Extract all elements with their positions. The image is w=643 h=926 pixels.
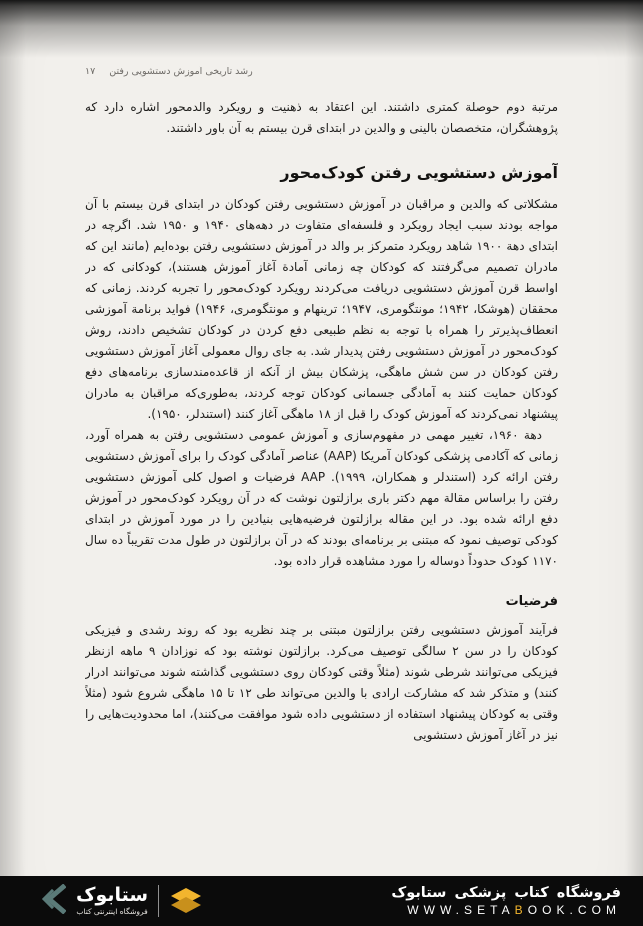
subsection-heading: فرضیات [505, 594, 558, 609]
logo-divider [158, 885, 159, 917]
body-paragraph-1: مشکلاتی که والدین و مراقبان در آموزش دستشویی رفتن کودکان در ابتدای قرن بیستم با آن مواجه بودند سبب ایجاد رویکرد و فلسفه‌ای متفاوت در دهه‌های ۱۹۴۰ و ۱۹۵۰ شد. اگرچه در ابتدای دهة ۱۹۰۰ شاهد رویکرد متمرکز بر والد در آموزش دستشویی رفتن بوده‌ایم (مانند این که مادران تصمیم می‌گرفتند که کودکان چه زمانی آمادة آغاز آموزش هستند)، کودکانی که در اواسط قرن آموزش دستشویی دریافت می‌کردند رویکرد کودک‌محور را تجربه کردند. زمانی که محققان (هوشکا، ۱۹۴۲؛ مونتگومری، ۱۹۴۷؛ ترینهام و مونتگومری، ۱۹۴۶) فواید برنامة آموزشی انعطاف‌پذیرتر را همراه با توجه به نظم طبیعی دفع کردن در کودکان تشخیص دادند، روش کودک‌محور در آموزش دستشویی رفتن پدیدار شد. به جای روال معمولی آغاز آموزش دستشویی رفتن کودکان در سن شش ماهگی، پزشکان بیش از آنکه از قاعده‌مندسازی برنامه‌های دفع کودکان حمایت کنند به آمادگی جسمانی کودکان توجه کردند، به‌طوری‌که مراقبان به مادران پیشنهاد نمی‌کردند که آموزش کودک را قبل از ۱۸ ماهگی آغاز کنند (استندلر، ۱۹۵۰). [85, 197, 558, 421]
logo-title: ستابوک [76, 884, 149, 906]
intro-paragraph: مرتبة دوم حوصلة کمتری داشتند. این اعتقاد به ذهنیت و رویکرد والدمحور اشاره دارد که پژوهشگران، متخصصان بالینی و والدین در ابتدای قرن بیستم به آن باور داشتند. [85, 100, 558, 135]
store-info [391, 886, 621, 917]
page-content [85, 66, 558, 868]
scan-top-shadow [0, 0, 643, 58]
book-logo-icon [169, 884, 203, 918]
website-suffix: OOK.COM [527, 903, 621, 918]
section-heading: آموزش دستشویی رفتن کودک‌محور [280, 163, 558, 182]
running-header [85, 66, 558, 77]
running-header-title: رشد تاریخی آموزش دستشویی رفتن [109, 66, 253, 77]
website-highlight: B [514, 903, 528, 918]
logo-wordmark [76, 886, 148, 916]
website-prefix: WWW.SETA [407, 903, 515, 918]
body-paragraph-2: دهة ۱۹۶۰، تغییر مهمی در مفهوم‌سازی و آموزش عمومی دستشویی رفتن به همراه آورد، زمانی که آکادمی پزشکی کودکان آمریکا (AAP) عناصر آمادگی کودک را برای آموزش دستشویی رفتن ارائه کرد (استندلر و همکاران، ۱۹۹۹). AAP فرضیات و اصول کلی آموزش دستشویی رفتن را براساس مقالة مهم دکتر باری برازلتون نوشت که در آن رویکرد کودک‌محور در آموزش دفع ارائه شده بود. در این مقاله برازلتون فرضیه‌هایی بنیادین را در مورد آموزش در ابتدای کودکی توصیف نمود که مبتنی بر برنامه‌ای بودند که در آن برازلتون در طول مدت تقریباً ده سال ۱۱۷۰ کودک حدوداً دوساله را مورد مشاهده قرار داده بود. [85, 428, 558, 568]
body-paragraph-3: فرآیند آموزش دستشویی رفتن برازلتون مبتنی بر چند نظریه بود که روند رشدی و فیزیکی کودکان را در سن ۲ سالگی توصیف می‌کرد. برازلتون نوشته بود که نوزادان ۹ ماهه ازنظر فیزیکی می‌توانند شرطی شوند (مثلاً وقتی کودکان روی دستشویی گذاشته شوند می‌توانند ادرار کنند) و متذکر شد که مشارکت ارادی با والدین می‌تواند طی ۱۲ تا ۱۵ ماهگی شروع شود (مثلاً وقتی به کودکان پیشنهاد استفاده از دستشویی داده شود موافقت می‌کنند)، اما محدودیت‌هایی را نیز در آغاز آموزش دستشویی [85, 623, 558, 742]
scan-edge-left [0, 0, 26, 926]
scan-edge-right [625, 0, 643, 926]
publisher-logo [40, 884, 203, 918]
website-url [407, 904, 621, 916]
logo-subtitle: فروشگاه اینترنتی کتاب [76, 907, 148, 916]
double-chevron-icon [40, 884, 66, 918]
page-number: ۱۷ [85, 66, 96, 77]
store-name: فروشگاه کتاب پزشکی ستابوک [391, 884, 621, 901]
publisher-footer-bar [0, 876, 643, 926]
